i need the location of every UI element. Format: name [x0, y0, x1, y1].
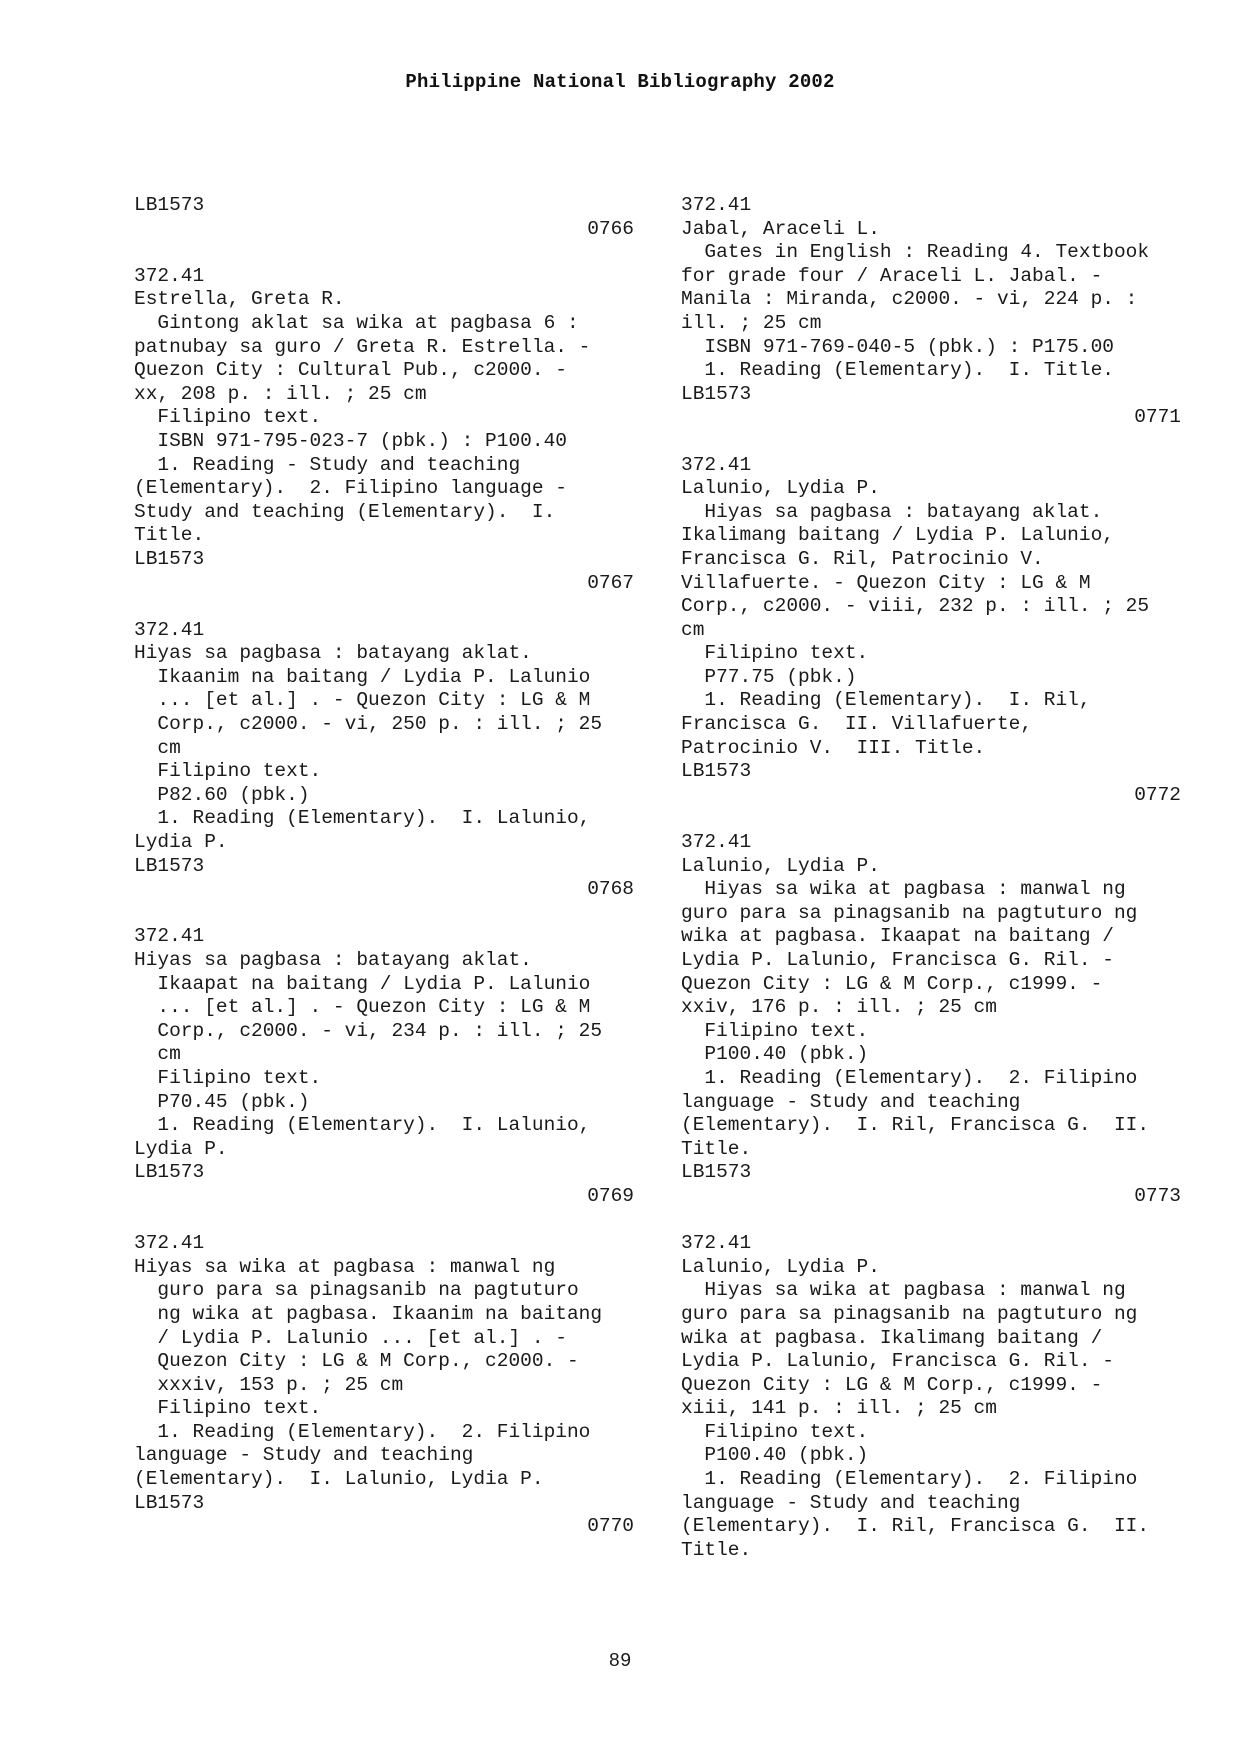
entry-line: (Elementary). I. Ril, Francisca G. II.: [681, 1114, 1150, 1137]
entry-line: Jabal, Araceli L.: [681, 217, 880, 240]
entry-line: Lydia P.: [134, 1137, 228, 1160]
entry-line: 1. Reading (Elementary). I. Lalunio,: [134, 1114, 591, 1137]
entry-line: Ikaanim na baitang / Lydia P. Lalunio: [134, 665, 591, 688]
entry-line: Hiyas sa pagbasa : batayang aklat.: [134, 642, 532, 665]
entry-line: Lalunio, Lydia P.: [681, 1255, 880, 1278]
entry-line: language - Study and teaching: [681, 1090, 1021, 1113]
page-title: Philippine National Bibliography 2002: [405, 71, 835, 93]
entry-line: Lydia P. Lalunio, Francisca G. Ril. -: [681, 949, 1114, 971]
entry-separator: [134, 595, 634, 619]
entry-line: Title.: [681, 1137, 752, 1160]
entry-line: xx, 208 p. : ill. ; 25 cm: [134, 382, 427, 405]
entry-number: 0766: [587, 217, 634, 240]
entry-line: 1. Reading - Study and teaching: [134, 453, 521, 476]
entry-line: Lydia P.: [134, 831, 228, 854]
bibliography-entry: [681, 1232, 1181, 1562]
entry-line: P70.45 (pbk.): [134, 1090, 310, 1113]
page-number: 89: [608, 1650, 632, 1672]
entry-line: xxxiv, 153 p. ; 25 cm: [134, 1373, 404, 1396]
entry-line: 1. Reading (Elementary). I. Lalunio,: [134, 807, 591, 830]
entry-number: 0769: [587, 1184, 634, 1207]
entry-number: 0771: [1134, 406, 1181, 429]
entry-line: LB1573: [134, 1491, 205, 1514]
entry-line: Patrocinio V. III. Title.: [681, 736, 986, 759]
entry-line: 372.41: [134, 1232, 205, 1255]
entry-line: (Elementary). I. Lalunio, Lydia P.: [134, 1468, 544, 1491]
entry-line: LB1573: [134, 854, 205, 877]
entry-line: LB1573: [681, 760, 752, 783]
entry-line: Corp., c2000. - vi, 250 p. : ill. ; 25: [134, 713, 603, 736]
entry-line: language - Study and teaching: [681, 1491, 1021, 1514]
entry-line: Estrella, Greta R.: [134, 288, 345, 311]
entry-line: wika at pagbasa. Ikaapat na baitang /: [681, 925, 1114, 948]
entry-line: Gates in English : Reading 4. Textbook: [681, 241, 1150, 264]
entry-line: LB1573: [134, 194, 205, 216]
entry-line: guro para sa pinagsanib na pagtuturo ng: [681, 901, 1138, 924]
entry-line: 1. Reading (Elementary). 2. Filipino: [681, 1468, 1138, 1491]
entry-line: / Lydia P. Lalunio ... [et al.] . -: [134, 1326, 567, 1349]
entry-line: Ikaapat na baitang / Lydia P. Lalunio: [134, 972, 591, 995]
entry-separator: [134, 1209, 634, 1233]
entry-line: 372.41: [134, 618, 205, 641]
entry-number: 0767: [587, 571, 634, 594]
entry-line: Filipino text.: [681, 1019, 869, 1042]
bibliography-entry: [681, 194, 1181, 430]
entry-line: ISBN 971-795-023-7 (pbk.) : P100.40: [134, 429, 567, 452]
entry-number: 0772: [1134, 783, 1181, 806]
left-column: [134, 194, 634, 1539]
entry-line: Hiyas sa wika at pagbasa : manwal ng: [681, 878, 1126, 901]
entry-line: cm: [134, 1043, 181, 1066]
entry-line: ill. ; 25 cm: [681, 311, 822, 334]
entry-line: (Elementary). I. Ril, Francisca G. II.: [681, 1515, 1150, 1538]
entry-line: Filipino text.: [134, 760, 322, 783]
entry-separator: [681, 430, 1181, 454]
entry-line: Title.: [681, 1538, 752, 1561]
entry-line: xxiv, 176 p. : ill. ; 25 cm: [681, 996, 997, 1019]
entry-line: Filipino text.: [134, 1397, 322, 1420]
entry-line: 372.41: [134, 264, 205, 287]
entry-line: xiii, 141 p. : ill. ; 25 cm: [681, 1397, 997, 1420]
entry-line: Villafuerte. - Quezon City : LG & M: [681, 571, 1091, 594]
entry-line: 372.41: [681, 1232, 752, 1255]
bibliography-entry: [681, 831, 1181, 1209]
entry-line: Quezon City : LG & M Corp., c1999. -: [681, 1373, 1103, 1396]
entry-line: Filipino text.: [134, 406, 322, 429]
entry-line: Ikalimang baitang / Lydia P. Lalunio,: [681, 524, 1114, 547]
entry-line: 372.41: [681, 831, 752, 854]
entry-line: ng wika at pagbasa. Ikaanim na baitang: [134, 1302, 603, 1325]
entry-line: P82.60 (pbk.): [134, 783, 310, 806]
entry-line: 372.41: [681, 453, 752, 476]
entry-line: Quezon City : LG & M Corp., c2000. -: [134, 1350, 579, 1373]
entry-line: Gintong aklat sa wika at pagbasa 6 :: [134, 311, 579, 334]
bibliography-entry: [681, 454, 1181, 808]
right-column: [681, 194, 1181, 1562]
bibliography-entry: [134, 925, 634, 1208]
entry-line: cm: [134, 736, 181, 759]
entry-line: wika at pagbasa. Ikalimang baitang /: [681, 1326, 1103, 1349]
entry-number: 0770: [587, 1515, 634, 1538]
entry-line: Filipino text.: [681, 642, 869, 665]
entry-line: Study and teaching (Elementary). I.: [134, 500, 556, 523]
entry-line: Hiyas sa wika at pagbasa : manwal ng: [681, 1279, 1126, 1302]
entry-line: LB1573: [681, 1161, 752, 1184]
bibliography-entry: [134, 194, 634, 241]
entry-line: guro para sa pinagsanib na pagtuturo: [134, 1279, 579, 1302]
entry-line: P77.75 (pbk.): [681, 665, 857, 688]
entry-line: 1. Reading (Elementary). I. Title.: [681, 359, 1114, 382]
entry-line: Hiyas sa pagbasa : batayang aklat.: [134, 949, 532, 971]
entry-separator: [134, 241, 634, 265]
entry-line: 372.41: [134, 925, 205, 948]
entry-line: language - Study and teaching: [134, 1444, 474, 1467]
entry-line: for grade four / Araceli L. Jabal. -: [681, 264, 1103, 287]
entry-line: Quezon City : LG & M Corp., c1999. -: [681, 972, 1103, 995]
entry-number: 0773: [1134, 1184, 1181, 1207]
entry-line: Filipino text.: [681, 1420, 869, 1443]
entry-line: Corp., c2000. - viii, 232 p. : ill. ; 25: [681, 595, 1150, 618]
entry-line: (Elementary). 2. Filipino language -: [134, 477, 567, 500]
entry-line: P100.40 (pbk.): [681, 1444, 869, 1467]
entry-line: ... [et al.] . - Quezon City : LG & M: [134, 689, 591, 712]
entry-line: 1. Reading (Elementary). 2. Filipino: [681, 1066, 1138, 1089]
entry-line: Filipino text.: [134, 1066, 322, 1089]
entry-separator: [134, 902, 634, 926]
entry-line: Hiyas sa wika at pagbasa : manwal ng: [134, 1255, 556, 1278]
entry-line: patnubay sa guro / Greta R. Estrella. -: [134, 335, 591, 358]
entry-line: Title.: [134, 524, 205, 547]
entry-line: LB1573: [134, 1161, 205, 1184]
entry-line: Francisca G. II. Villafuerte,: [681, 713, 1033, 736]
entry-line: LB1573: [134, 547, 205, 570]
entry-line: LB1573: [681, 382, 752, 405]
bibliography-entry: [134, 1232, 634, 1539]
entry-separator: [681, 1209, 1181, 1233]
entry-line: Lalunio, Lydia P.: [681, 854, 880, 877]
entry-line: Francisca G. Ril, Patrocinio V.: [681, 547, 1044, 570]
bibliography-entry: [134, 265, 634, 595]
entry-separator: [681, 807, 1181, 831]
entry-line: Lalunio, Lydia P.: [681, 477, 880, 500]
entry-line: ... [et al.] . - Quezon City : LG & M: [134, 996, 591, 1019]
entry-line: Hiyas sa pagbasa : batayang aklat.: [681, 500, 1103, 523]
entry-line: Corp., c2000. - vi, 234 p. : ill. ; 25: [134, 1019, 603, 1042]
entry-number: 0768: [587, 878, 634, 901]
entry-line: ISBN 971-769-040-5 (pbk.) : P175.00: [681, 335, 1114, 358]
entry-line: Lydia P. Lalunio, Francisca G. Ril. -: [681, 1350, 1114, 1373]
entry-line: cm: [681, 618, 705, 641]
entry-line: P100.40 (pbk.): [681, 1043, 869, 1066]
entry-line: 1. Reading (Elementary). I. Ril,: [681, 689, 1091, 712]
entry-line: Quezon City : Cultural Pub., c2000. -: [134, 359, 567, 382]
entry-line: 1. Reading (Elementary). 2. Filipino: [134, 1420, 591, 1443]
entry-line: guro para sa pinagsanib na pagtuturo ng: [681, 1302, 1138, 1325]
bibliography-entry: [134, 619, 634, 902]
entry-line: Manila : Miranda, c2000. - vi, 224 p. :: [681, 288, 1138, 311]
entry-line: 372.41: [681, 194, 752, 216]
